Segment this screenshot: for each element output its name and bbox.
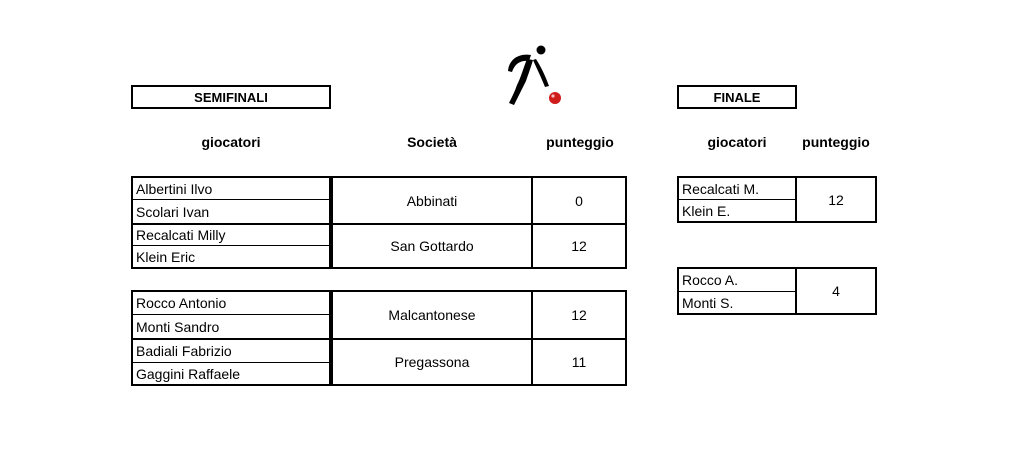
player-cell: Badiali Fabrizio bbox=[131, 338, 331, 362]
player-cell: Albertini Ilvo bbox=[131, 176, 331, 199]
player-cell: Klein Eric bbox=[131, 245, 331, 269]
club-cell: Malcantonese bbox=[331, 290, 533, 338]
player-cell: Recalcati Milly bbox=[131, 223, 331, 245]
semifinali-group-2 bbox=[131, 290, 627, 386]
semifinali-header-players: giocatori bbox=[201, 134, 261, 150]
semifinali-title: SEMIFINALI bbox=[131, 85, 331, 109]
player-cell: Recalcati M. bbox=[677, 176, 797, 199]
club-cell: Pregassona bbox=[331, 338, 533, 386]
player-cell: Klein E. bbox=[677, 199, 797, 223]
score-cell: 4 bbox=[795, 267, 877, 315]
semifinali-group-1 bbox=[131, 176, 627, 269]
score-cell: 12 bbox=[531, 290, 627, 338]
semifinali-header-score: punteggio bbox=[546, 134, 614, 150]
score-cell: 0 bbox=[531, 176, 627, 223]
bocce-player-logo-icon bbox=[503, 41, 567, 107]
finale-header-players: giocatori bbox=[707, 134, 767, 150]
player-cell: Monti Sandro bbox=[131, 314, 331, 338]
finale-title: FINALE bbox=[677, 85, 797, 109]
finale-match-1 bbox=[677, 176, 877, 223]
player-cell: Scolari Ivan bbox=[131, 199, 331, 223]
club-cell: San Gottardo bbox=[331, 223, 533, 269]
club-cell: Abbinati bbox=[331, 176, 533, 223]
score-cell: 11 bbox=[531, 338, 627, 386]
player-cell: Monti S. bbox=[677, 291, 797, 315]
finale-match-2 bbox=[677, 267, 877, 315]
player-cell: Rocco Antonio bbox=[131, 290, 331, 314]
score-cell: 12 bbox=[531, 223, 627, 269]
semifinali-header-club: Società bbox=[407, 134, 457, 150]
score-cell: 12 bbox=[795, 176, 877, 223]
player-cell: Rocco A. bbox=[677, 267, 797, 291]
player-cell: Gaggini Raffaele bbox=[131, 362, 331, 386]
finale-header-score: punteggio bbox=[802, 134, 870, 150]
